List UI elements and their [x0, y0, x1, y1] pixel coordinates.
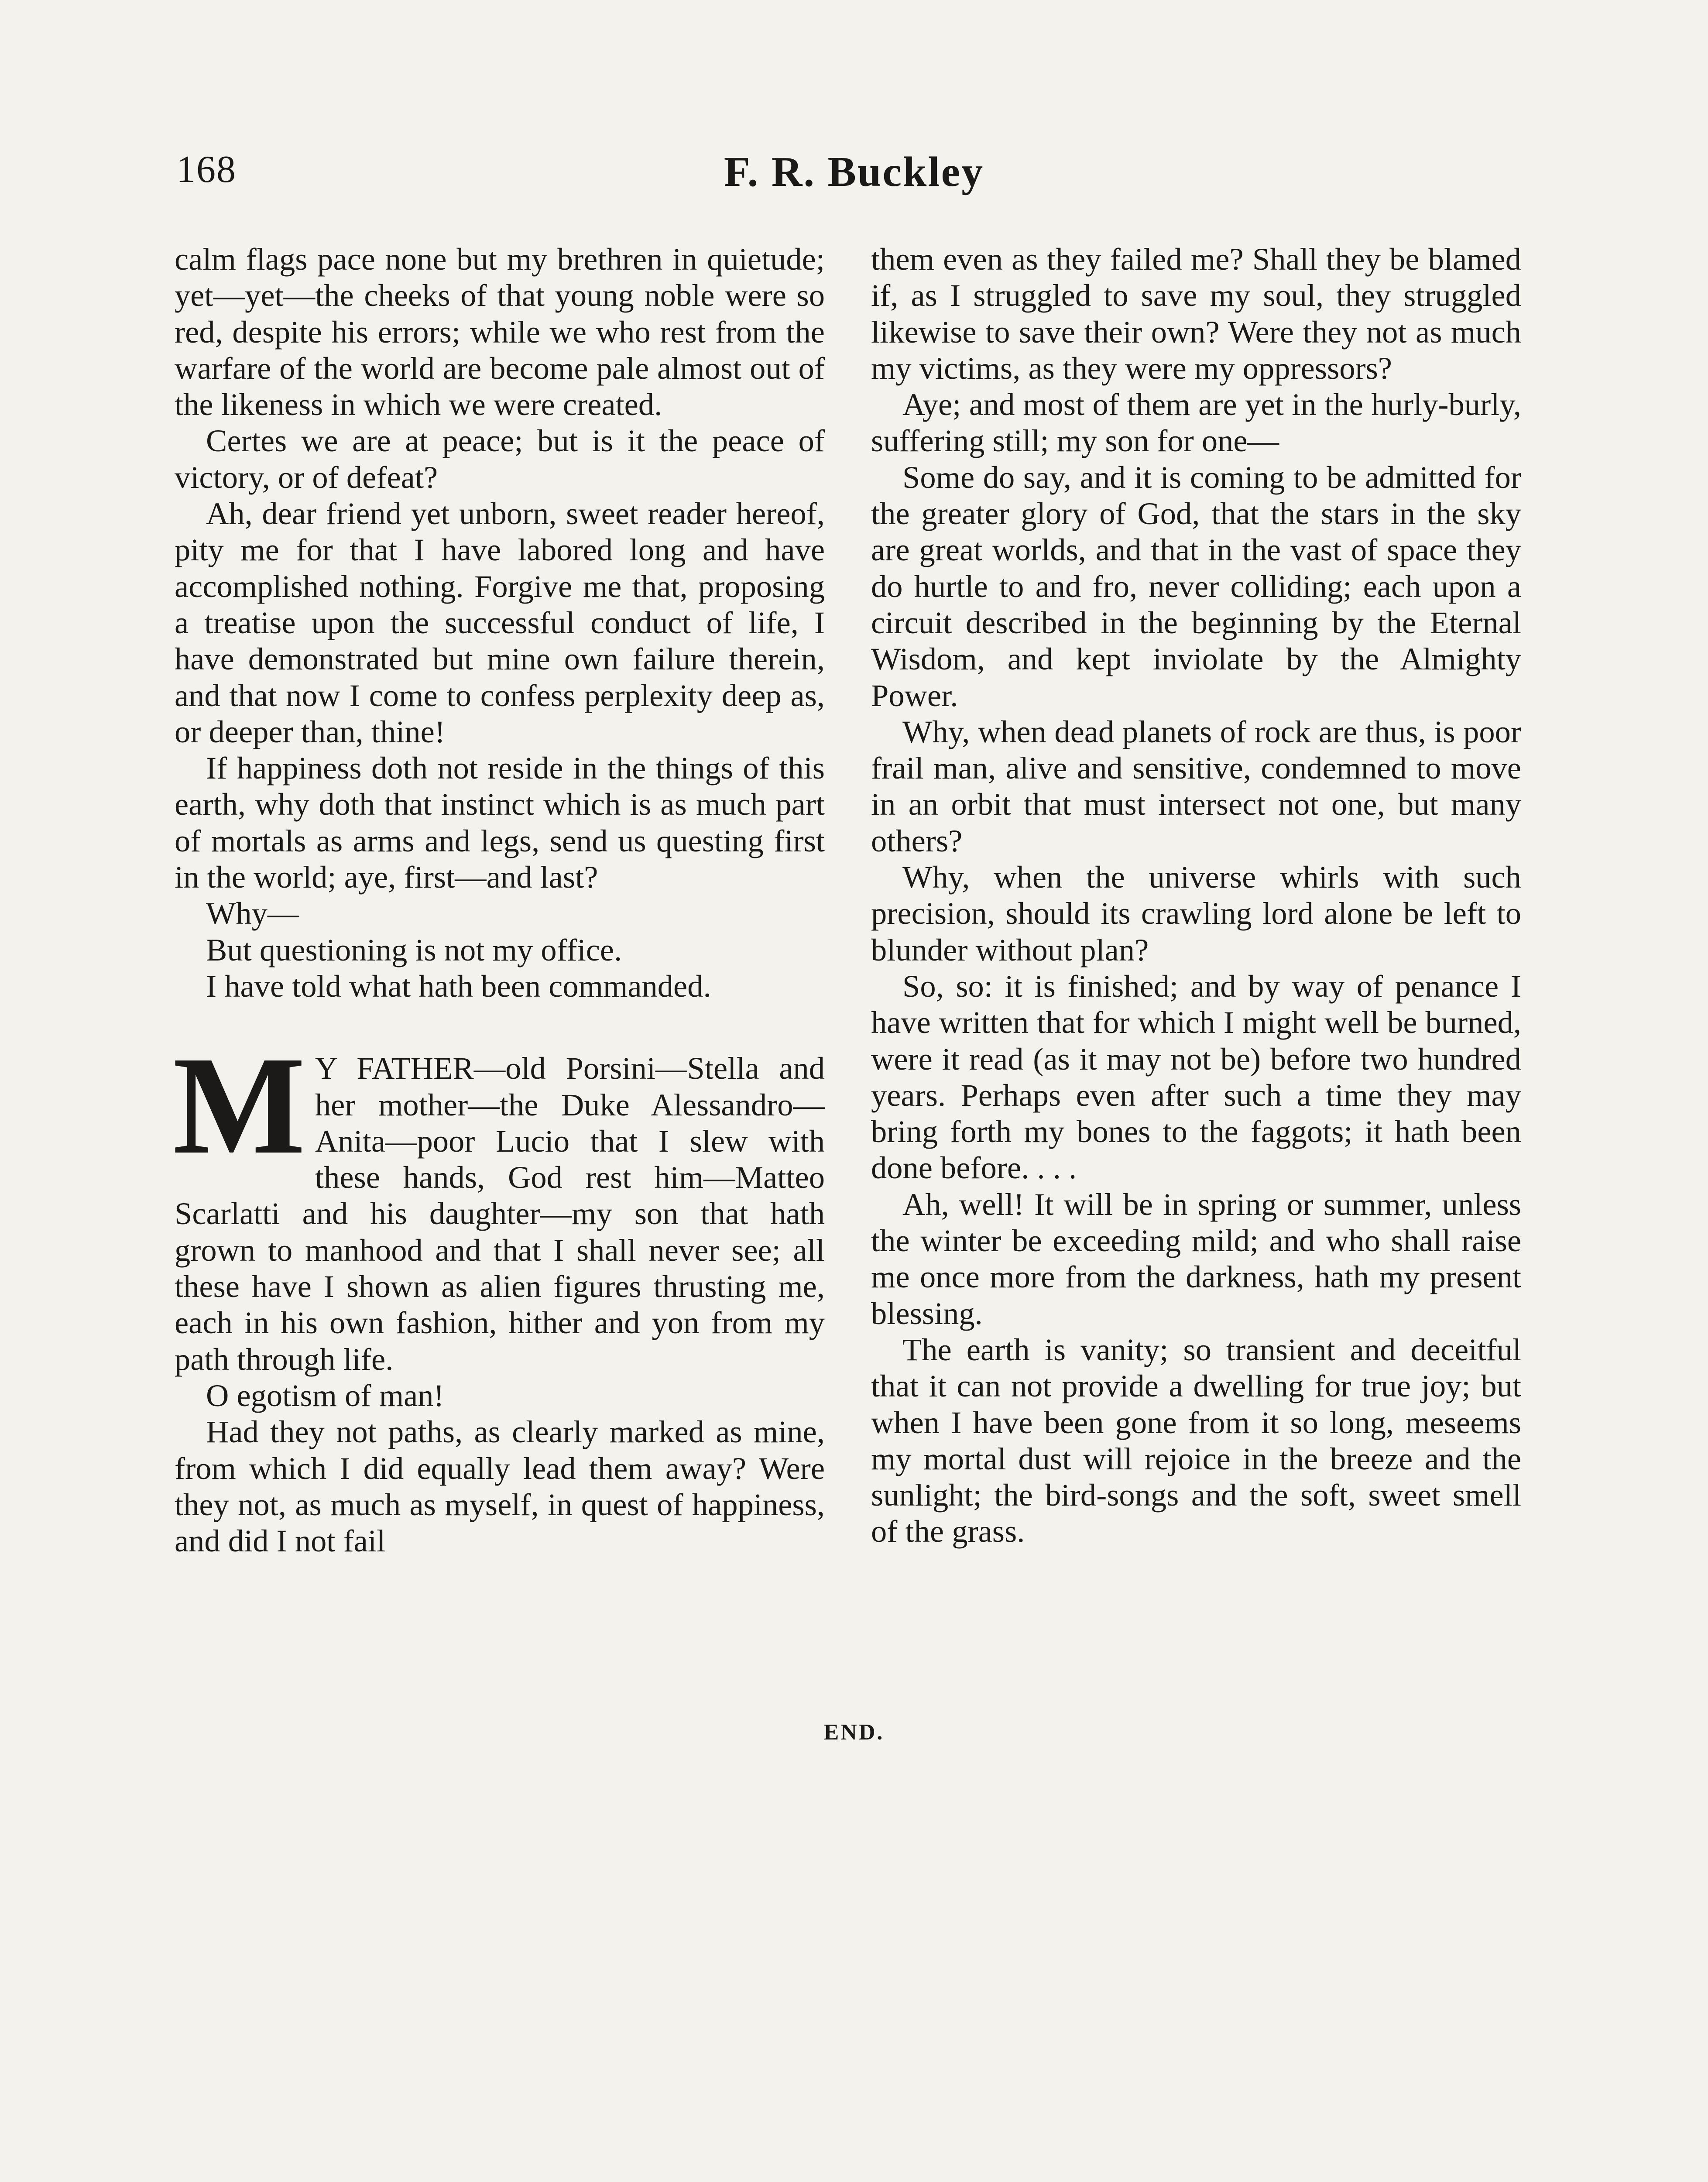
- page-number: 168: [176, 148, 237, 191]
- paragraph: Why—: [206, 895, 299, 931]
- paragraph: calm flags pace none but my brethren in quietude; yet—yet—the cheeks of that young noble were so red, despite his errors; while we who rest from the warfare of the world are become pale almost out of the likeness in which we were created.: [175, 241, 825, 422]
- running-head-author: F. R. Buckley: [724, 148, 984, 196]
- paragraph: Certes we are at peace; but is it the peace of victory, or of defeat?: [175, 423, 825, 495]
- paragraph: Ah, well! It will be in spring or summer, unless the winter be exceeding mild; and who shall raise me once more from the darkness, hath my present blessing.: [871, 1186, 1521, 1331]
- paragraph: Some do say, and it is coming to be admitted for the greater glory of God, that the stars in the sky are great worlds, and that in the vast of space they do hurtle to and fro, never colliding; each upon a circuit described in the beginning by the Eternal Wisdom, and kept inviolate by the Almighty Power.: [871, 459, 1521, 713]
- right-column: [871, 241, 1521, 1550]
- drop-cap-paragraph-text: Y FATHER—old Porsini—Stella and her mother—the Duke Alessandro—Anita—poor Lucio that I slew with these hands, God rest him—Matteo Scarlatti and his daughter—my son that hath grown to manhood and that I shall never see; all these have I shown as alien figures thrusting me, each in his own fashion, hither and yon from my path through life.: [175, 1050, 825, 1377]
- paragraph: Why, when dead planets of rock are thus, is poor frail man, alive and sensitive, condemned to move in an orbit that must intersect not one, but many others?: [871, 714, 1521, 858]
- paragraph: Why, when the universe whirls with such precision, should its crawling lord alone be left to blunder without plan?: [871, 859, 1521, 967]
- end-mark: END.: [823, 1720, 885, 1745]
- paragraph: But questioning is not my office.: [206, 932, 622, 967]
- paragraph: I have told what hath been commanded.: [206, 968, 711, 1004]
- paragraph: O egotism of man!: [206, 1377, 444, 1413]
- paragraph: So, so: it is finished; and by way of penance I have written that for which I might well be burned, were it read (as it may not be) before two hundred years. Perhaps even after such a time they may bring forth my bones to the faggots; it hath been done before. . . .: [871, 968, 1521, 1186]
- paragraph: them even as they failed me? Shall they be blamed if, as I struggled to save my soul, they struggled likewise to save their own? Were they not as much my victims, as they were my oppressors?: [871, 241, 1521, 386]
- paragraph: The earth is vanity; so transient and deceitful that it can not provide a dwelling for true joy; but when I have been gone from it so long, meseems my mortal dust will rejoice in the breeze and the sunlight; the bird-songs and the soft, sweet smell of the grass.: [871, 1331, 1521, 1549]
- drop-cap-paragraph: [173, 1027, 825, 1377]
- drop-cap-letter: M: [173, 1027, 305, 1184]
- paragraph: Had they not paths, as clearly marked as mine, from which I did equally lead them away? Were they not, as much as myself, in quest of happiness, and did I not fail: [175, 1414, 825, 1559]
- paragraph: If happiness doth not reside in the things of this earth, why doth that instinct which is as much part of mortals as arms and legs, send us questing first in the world; aye, first—and last?: [175, 750, 825, 895]
- paragraph: Ah, dear friend yet unborn, sweet reader hereof, pity me for that I have labored long and have accomplished nothing. Forgive me that, proposing a treatise upon the successful conduct of life, I have demonstrated but mine own failure therein, and that now I come to confess perplexity deep as, or deeper than, thine!: [175, 496, 825, 749]
- paragraph: Aye; and most of them are yet in the hurly-burly, suffering still; my son for one—: [871, 387, 1521, 459]
- left-column: [175, 241, 825, 1559]
